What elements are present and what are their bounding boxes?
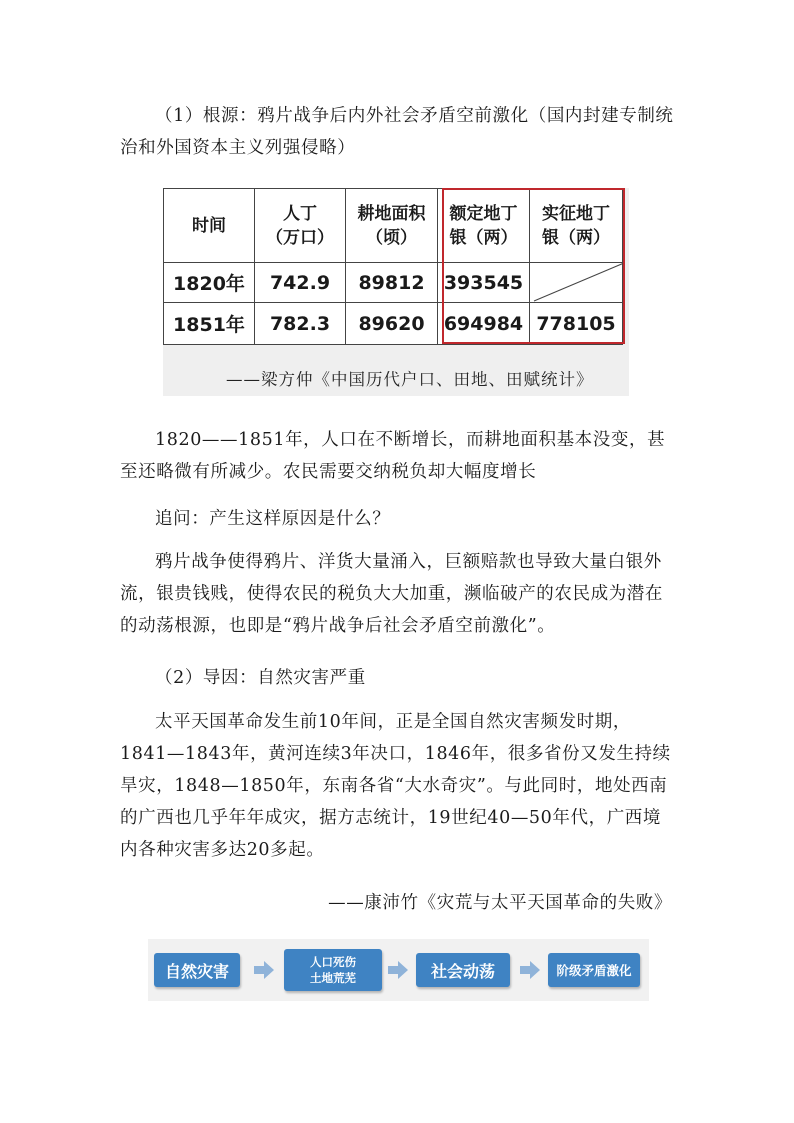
table-cell: 694984 — [438, 303, 530, 345]
header-time: 时间 — [164, 189, 255, 263]
flow-step-casualties-line1: 人口死伤 — [310, 955, 356, 969]
flow-step-casualties-line2: 土地荒芜 — [310, 971, 356, 985]
flow-step-class-conflict: 阶级矛盾激化 — [548, 953, 640, 987]
table-cell: 1820年 — [164, 263, 255, 303]
table-cell: 89620 — [346, 303, 438, 345]
paragraph-trigger-cause: （2）导因：自然灾害严重 — [155, 668, 366, 688]
arrow-right-icon — [520, 961, 540, 979]
header-farmland: 耕地面积 （顷） — [346, 189, 438, 263]
header-quota-tax: 额定地丁 银（两） — [438, 189, 530, 263]
table-cell: 778105 — [530, 303, 623, 345]
table-cell: 89812 — [346, 263, 438, 303]
diagonal-slash-mark — [533, 262, 625, 302]
table-row — [164, 303, 623, 345]
header-population: 人丁 （万口） — [255, 189, 346, 263]
quote-source-citation: ——康沛竹《灾荒与太平天国革命的失败》 — [328, 893, 672, 913]
paragraph-followup-question: 追问：产生这样原因是什么？ — [155, 509, 391, 529]
table-source-citation: ——梁方仲《中国历代户口、田地、田赋统计》 — [226, 370, 594, 389]
paragraph-answer: 鸦片战争使得鸦片、洋货大量涌入，巨额赔款也导致大量白银外流，银贵钱贱，使得农民的税负大大加重，濒临破产的农民成为潜在的动荡根源，也即是“鸦片战争后社会矛盾空前激化”。 — [120, 552, 663, 636]
paragraph-historical-quote: 太平天国革命发生前10年间，正是全国自然灾害频发时期，1841—1843年，黄河连续3年决口，1846年，很多省份又发生持续旱灾，1848—1850年，东南各省“大水奇灾”。与此同时，地处西南的广西也几乎年年成灾，据方志统计，19世纪40—50年代，广西境内各种灾害多达20多起。 — [120, 712, 671, 860]
flow-step-casualties — [284, 949, 382, 991]
statistics-table-figure — [163, 188, 629, 396]
table-cell: 742.9 — [255, 263, 346, 303]
header-actual-tax: 实征地丁 银（两） — [530, 189, 623, 263]
paragraph-root-cause: （1）根源：鸦片战争后内外社会矛盾空前激化（国内封建专制统治和外国资本主义列强侵略） — [120, 106, 674, 158]
arrow-right-icon — [254, 961, 274, 979]
table-cell: 782.3 — [255, 303, 346, 345]
flow-step-natural-disaster: 自然灾害 — [154, 953, 240, 987]
arrow-right-icon — [388, 961, 408, 979]
table-cell: 1851年 — [164, 303, 255, 345]
cause-flow-diagram — [148, 939, 649, 1001]
paragraph-analysis: 1820——1851年，人口在不断增长，而耕地面积基本没变，甚至还略微有所减少。农民需要交纳税负却大幅度增长 — [120, 430, 666, 482]
table-cell: 393545 — [438, 263, 530, 303]
flow-step-social-unrest: 社会动荡 — [416, 953, 510, 987]
